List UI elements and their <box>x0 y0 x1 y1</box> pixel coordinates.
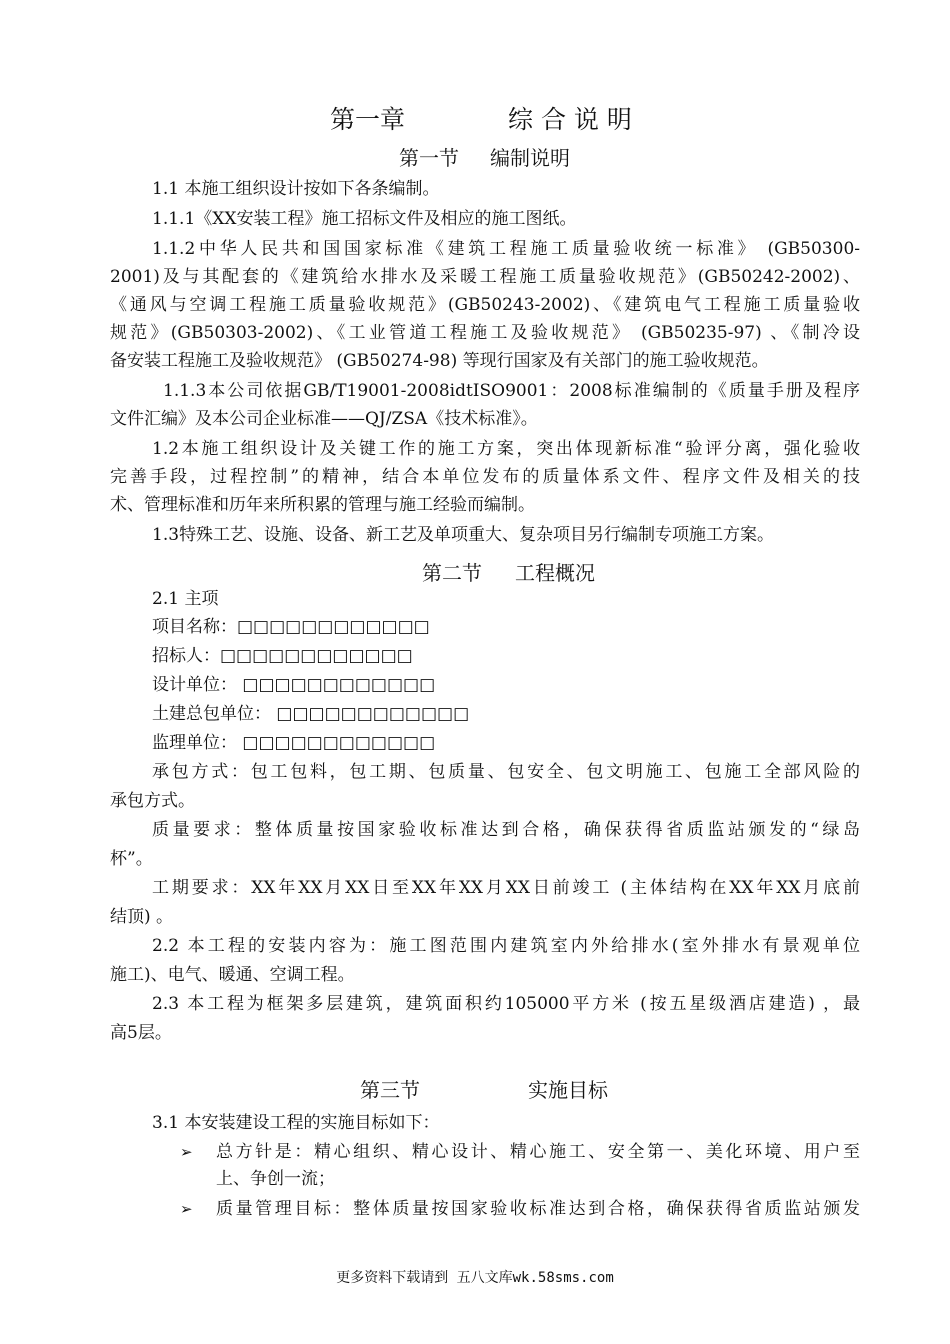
paragraph-2-2-line: 施工)、电气、暖通、空调工程。 <box>110 965 355 985</box>
section3-heading-title: 实施目标 <box>528 1078 608 1102</box>
contract-mode-line: 承包方式：包工包料，包工期、包质量、包安全、包文明施工、包施工全部风险的 <box>152 762 860 782</box>
quality-requirement-line: 杯”。 <box>110 849 153 869</box>
schedule-requirement-line: 结顶) 。 <box>110 907 174 927</box>
design-unit-line: 设计单位： □□□□□□□□□□□□ <box>152 675 436 695</box>
project-name-line: 项目名称：□□□□□□□□□□□□ <box>152 617 430 637</box>
arrow-bullet-icon: ➢ <box>180 1143 193 1161</box>
goal-2-line: 质量管理目标：整体质量按国家验收标准达到合格，确保获得省质监站颁发 <box>216 1199 860 1219</box>
section2-heading-number: 第二节 <box>422 561 482 585</box>
chapter-title: 综 合 说 明 <box>508 105 632 134</box>
paragraph-1-1-2-line: 2001)及与其配套的《建筑给水排水及采暖工程施工质量验收规范》(GB50242-2002)、 <box>110 267 860 287</box>
section1-heading-title: 编制说明 <box>490 146 570 170</box>
footer-download-note: 更多资料下载请到 五八文库wk.58sms.com <box>336 1270 614 1286</box>
paragraph-1-1-3-line: 文件汇编》及本公司企业标准——QJ/ZSA《技术标准》。 <box>110 409 538 429</box>
section3-heading-number: 第三节 <box>360 1078 420 1102</box>
paragraph-2-3-line: 2.3 本工程为框架多层建筑，建筑面积约105000平方米 (按五星级酒店建造) ，最 <box>152 994 860 1014</box>
paragraph-1-1-3-line: 1.1.3本公司依据GB/T19001-2008idtISO9001：2008标准编制的《质量手册及程序 <box>163 381 860 401</box>
paragraph-1-1-2-line: 《通风与空调工程施工质量验收规范》(GB50243-2002)、《建筑电气工程施工质量验收 <box>110 295 860 315</box>
supervisor-line: 监理单位： □□□□□□□□□□□□ <box>152 733 436 753</box>
section1-heading-number: 第一节 <box>399 146 459 170</box>
paragraph-1-1-2-line: 1.1.2中华人民共和国国家标准《建筑工程施工质量验收统一标准》 (GB50300- <box>152 239 860 259</box>
paragraph-1-1: 1.1 本施工组织设计按如下各条编制。 <box>152 179 440 199</box>
paragraph-2-2-line: 2.2 本工程的安装内容为：施工图范围内建筑室内外给排水(室外排水有景观单位 <box>152 936 860 956</box>
paragraph-1-2-line: 完善手段，过程控制”的精神，结合本单位发布的质量体系文件、程序文件及相关的技 <box>110 467 860 487</box>
arrow-bullet-icon: ➢ <box>180 1200 193 1218</box>
paragraph-2-3-line: 高5层。 <box>110 1023 172 1043</box>
contract-mode-line: 承包方式。 <box>110 791 195 811</box>
bidder-line: 招标人：□□□□□□□□□□□□ <box>152 646 413 666</box>
paragraph-1-1-2-line: 备安装工程施工及验收规范》 (GB50274-98) 等现行国家及有关部门的施工验收规范。 <box>110 351 769 371</box>
chapter-number: 第一章 <box>330 105 406 134</box>
paragraph-1-1-2-line: 规范》(GB50303-2002)、《工业管道工程施工及验收规范》 (GB50235-97) 、《制冷设 <box>110 323 860 343</box>
schedule-requirement-line: 工期要求：XX年XX月XX日至XX年XX月XX日前竣工 (主体结构在XX年XX月底前 <box>152 878 860 898</box>
paragraph-1-2-line: 术、管理标准和历年来所积累的管理与施工经验而编制。 <box>110 495 535 515</box>
paragraph-1-2-line: 1.2本施工组织设计及关键工作的施工方案，突出体现新标准“验评分离，强化验收 <box>152 439 860 459</box>
section2-heading-title: 工程概况 <box>515 561 595 585</box>
paragraph-1-3: 1.3特殊工艺、设施、设备、新工艺及单项重大、复杂项目另行编制专项施工方案。 <box>152 525 775 545</box>
quality-requirement-line: 质量要求：整体质量按国家验收标准达到合格，确保获得省质监站颁发的“绿岛 <box>152 820 860 840</box>
goal-1-line: 总方针是：精心组织、精心设计、精心施工、安全第一、美化环境、用户至 <box>216 1142 860 1162</box>
general-contractor-line: 土建总包单位： □□□□□□□□□□□□ <box>152 704 470 724</box>
paragraph-3-1: 3.1 本安装建设工程的实施目标如下： <box>152 1113 440 1133</box>
goal-1-line: 上、争创一流； <box>216 1169 335 1189</box>
paragraph-1-1-1: 1.1.1《XX安装工程》施工招标文件及相应的施工图纸。 <box>152 209 577 229</box>
paragraph-2-1: 2.1 主项 <box>152 589 219 609</box>
